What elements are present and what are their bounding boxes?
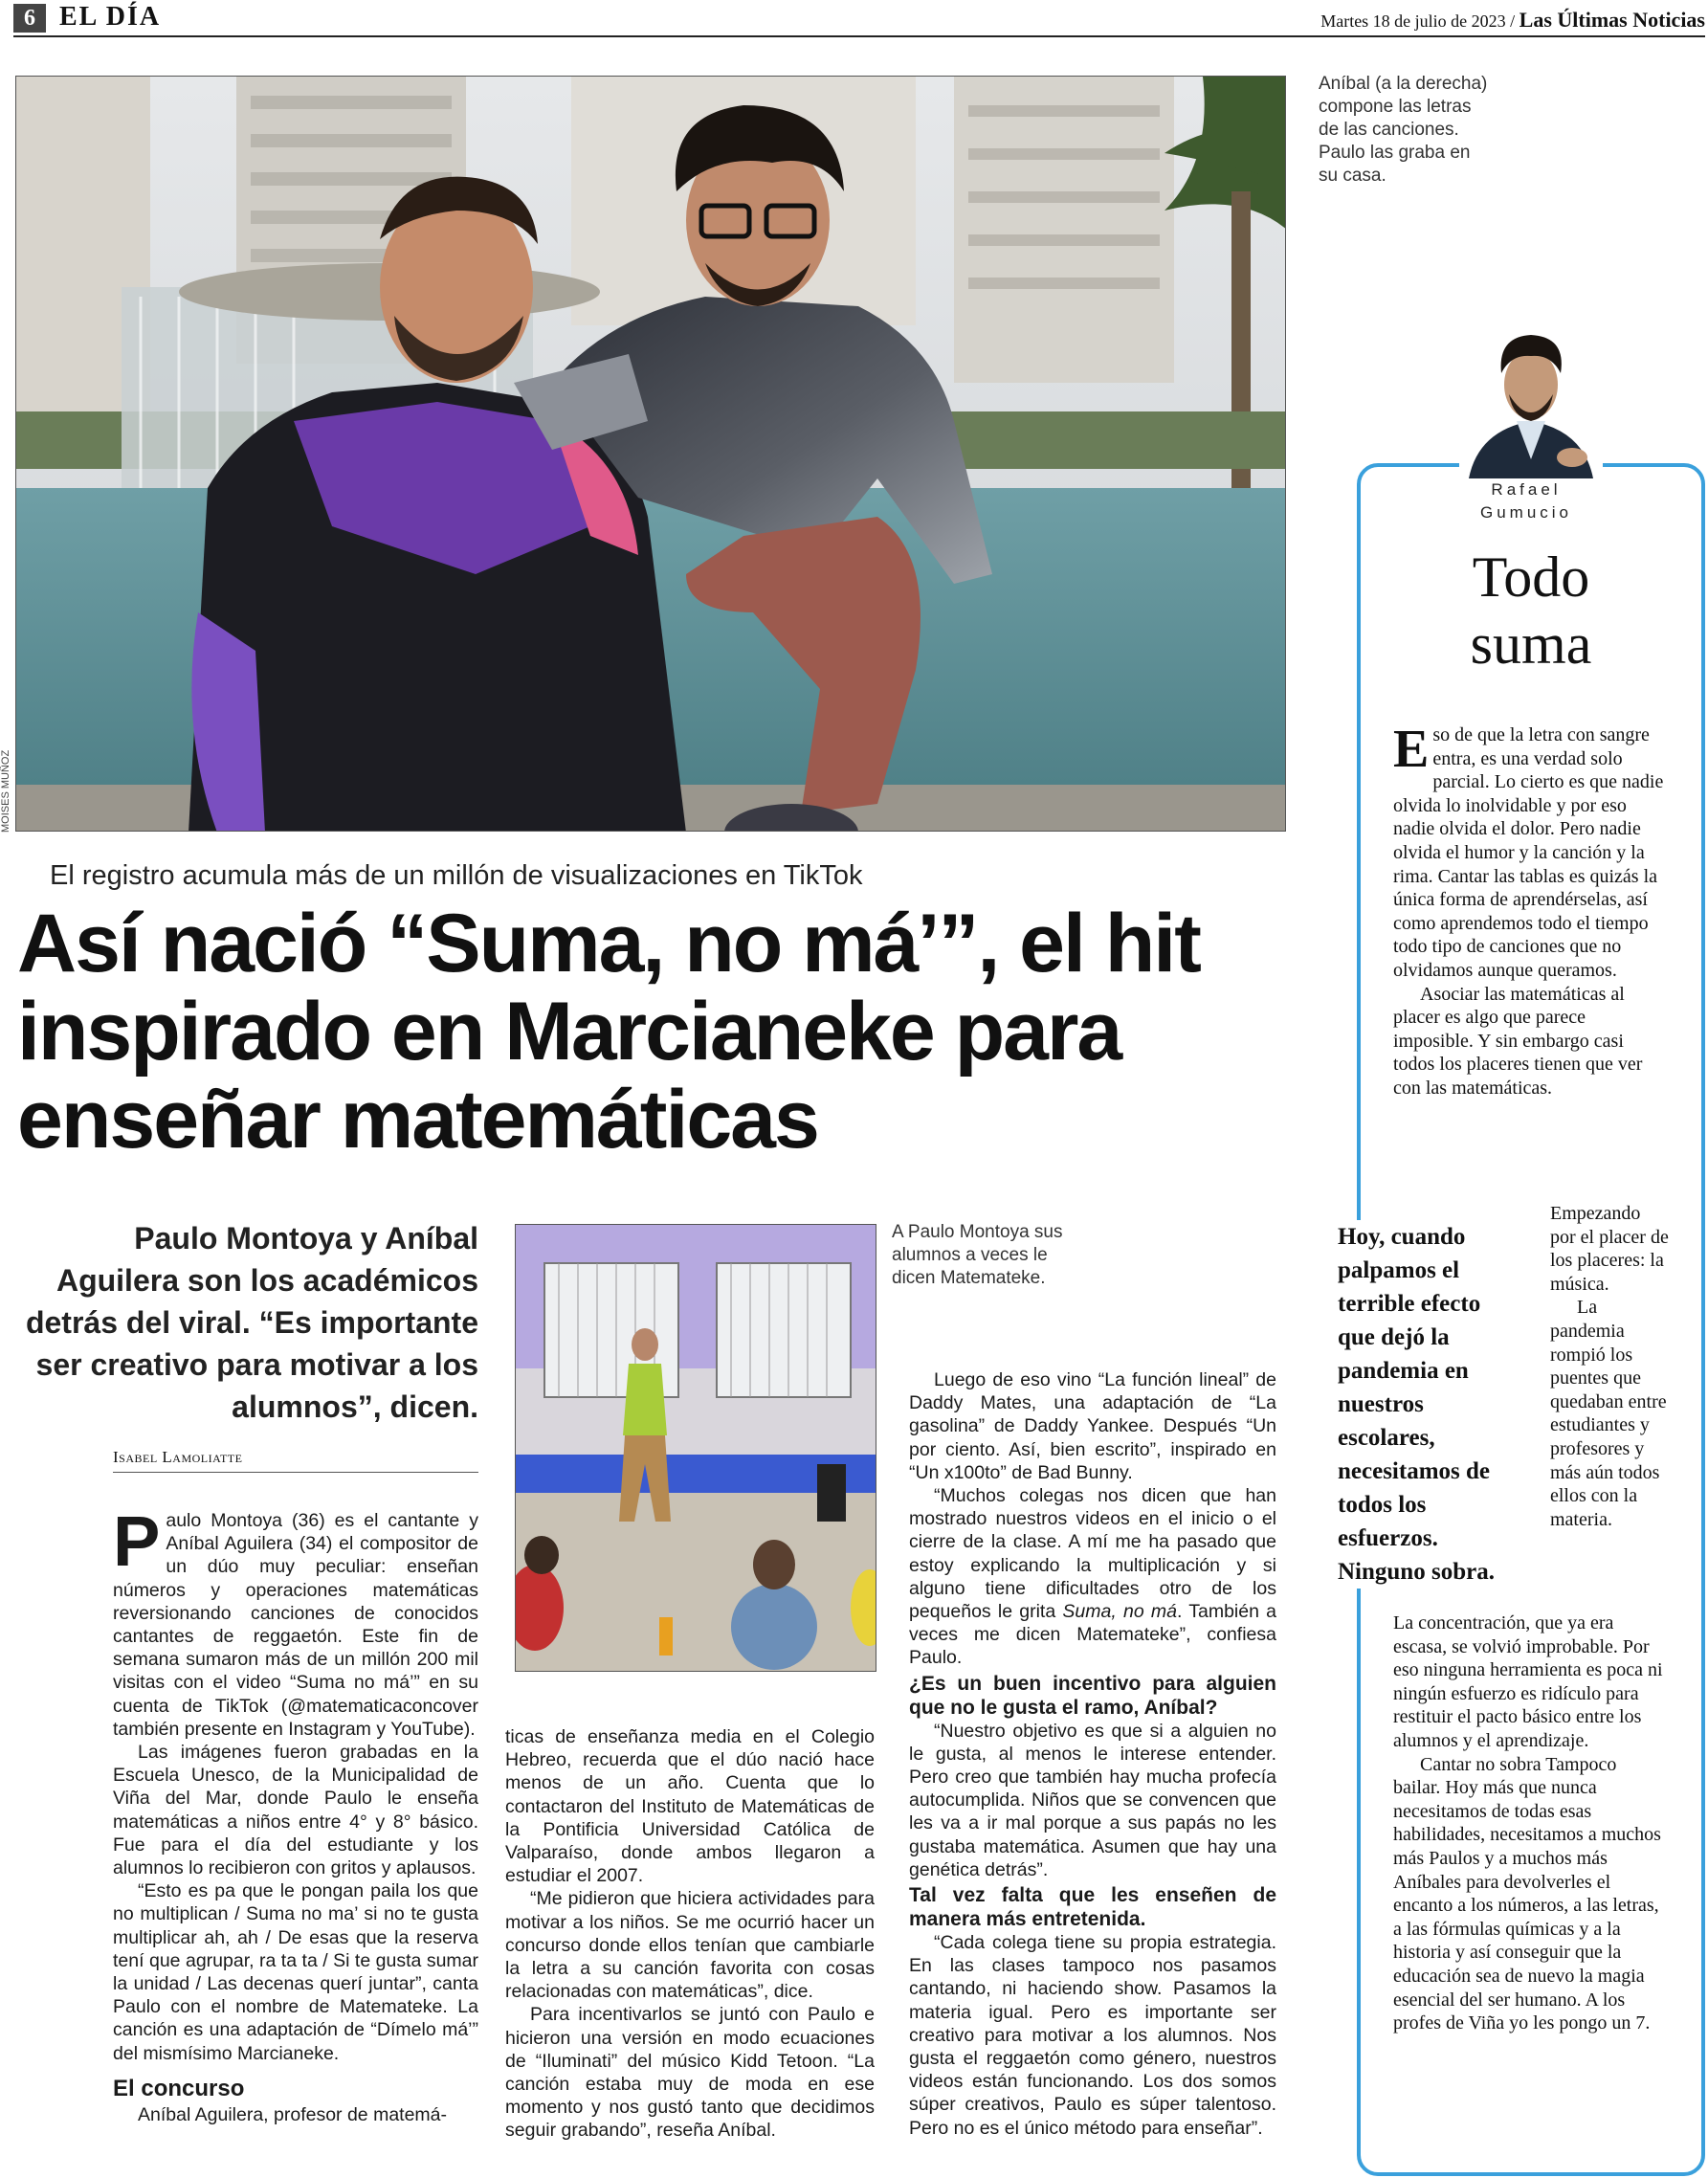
dateline [1320, 8, 1705, 33]
column-text-narrow [1550, 1202, 1669, 1531]
article-paragraph: “Muchos colegas nos dicen que han mostrado nuestros videos en el inicio o el cierre de la clase. A mí me ha pasado que estoy explicando la multiplicación y si alguno tiene dificultades otro de los pequeños le grita Suma, no má. También a veces me dicen Matemateke”, confiesa Paulo. [909, 1485, 1277, 1669]
article-column-1 [113, 1501, 478, 2126]
school-photo-caption: A Paulo Montoya sus alumnos a veces le dicen Matemateke. [892, 1222, 1063, 1288]
article-paragraph: “Esto es pa que le pongan paila los que no multiplican / Suma no ma’ si no te gusta multiplicar ah, ah / De esas que la reserva tení que agrupar, ra ta ta / Si te gusta sumar la unidad / Las decenas querí juntar”, canta Paulo con el nombre de Matemateke. La canción es una adaptación de “Dímelo má’” del mismísimo Marcianeke. [113, 1880, 478, 2064]
kicker: El registro acumula más de un millón de visualizaciones en TikTok [50, 860, 863, 891]
article-paragraph: “Nuestro objetivo es que si a alguien no le gusta, al menos le interese entender. Pero creo que también hay mucha profecía autocumplida. Niños que se convencen que les va a ir mal porque a sus papás no les gustaba matemática. Asumen que hay una genética detrás”. [909, 1720, 1276, 1880]
deck: Paulo Montoya y Aníbal Aguilera son los académicos detrás del viral. “Es importante ser creativo para motivar a los alumnos”, dicen. [25, 1221, 478, 1424]
column-author: Rafael Gumucio [1479, 480, 1573, 522]
article-paragraph: Aníbal Aguilera, profesor de matemá- [138, 2103, 448, 2125]
page-number: 6 [13, 4, 46, 33]
article-paragraph: Paulo Montoya (36) es el cantante y Aníbal Aguilera (34) el compositor de un dúo muy peculiar: enseñan números y operaciones matemáticas reversionando canciones de conocidos cantantes de reggaetón. Este fin de semana sumaron más de un millón 200 mil visitas con el video “Suma no má’” en su cuenta de TikTok (@matematicaconcover también presente en Instagram y YouTube). [113, 1501, 478, 1740]
school-photo-illustration [516, 1225, 876, 1672]
column-text-top [1393, 720, 1667, 1100]
article-column-3 [909, 1368, 1276, 2140]
interview-question: ¿Es un buen incentivo para alguien que no le gusta el ramo, Aníbal? [909, 1672, 1276, 1719]
article-paragraph: ticas de enseñanza media en el Colegio Hebreo, recuerda que el dúo nació hace menos de un año. Cuenta que lo contactaron del Instituto de Matemáticas de la Pontificia Universidad Católica de Valparaíso, donde ambos llegaron a estudiar el 2007. [505, 1726, 875, 1887]
newspaper-name: Las Últimas Noticias [1519, 8, 1705, 32]
subhead: El concurso [113, 2075, 245, 2101]
article-paragraph: Para incentivarlos se juntó con Paulo e hicieron una versión en modo ecuaciones de “Iluminati” del músico Kidd Tetoon. “La canción estaba muy de moda en ese momento y nos gustó tanto que decidimos seguir grabando”, reseña Aníbal. [505, 2004, 875, 2142]
article-paragraph: Las imágenes fueron grabadas en la Escuela Unesco, de la Municipalidad de Viña del Mar, donde Paulo le enseña matemáticas a niños entre 4° y 8° básico. Fue para el día del estudiante y los alumnos lo recibieron con gritos y aplausos. [113, 1742, 478, 1879]
article-paragraph: Luego de eso vino “La función lineal” de Daddy Mates, una adaptación de “La gasolina” de Daddy Yankee. Después “Un por ciento. Así, bien escrito”, inspirado en “Un x100to” de Bad Bunny. [909, 1369, 1276, 1483]
column-paragraph: La concentración, que ya era escasa, se volvió improbable. Por eso ninguna herramienta es poca ni ningún esfuerzo es ridículo para restituir el pacto básico entre los alumnos y el aprendizaje. [1393, 1612, 1663, 1751]
main-photo-caption: Aníbal (a la derecha) compone las letras de las canciones. Paulo las graba en su casa. [1319, 74, 1488, 186]
interview-question: Tal vez falta que les enseñen de manera más entretenida. [909, 1884, 1276, 1931]
column-paragraph: La pandemia rompió los puentes que quedaban entre estudiantes y profesores y más aún todos ellos con la materia. [1550, 1297, 1667, 1530]
column-paragraph: Empezando por el placer de los placeres: la música. [1550, 1203, 1669, 1295]
headline: Así nació “Suma, no má’”, el hit inspirado en Marcianeke para enseñar matemáticas [17, 898, 1200, 1166]
author-portrait [1459, 325, 1603, 478]
pull-quote: Hoy, cuando palpamos el terrible efecto que dejó la pandemia en nuestros escolares, necesitamos de todos los esfuerzos. Ninguno sobra. [1338, 1220, 1519, 1589]
column-paragraph: Eso de que la letra con sangre entra, es una verdad solo parcial. Lo cierto es que nadie olvida lo inolvidable y por eso nadie olvida el dolor. Pero nadie olvida el humor y la canción y la rima. Cantar las tablas es quizás la única forma de aprendérselas, así como aprendemos todo el tiempo todo tipo de canciones que no olvidamos aunque queramos. [1393, 720, 1664, 981]
byline: Isabel Lamoliatte [113, 1447, 478, 1473]
main-photo [15, 76, 1286, 832]
column-paragraph: Cantar no sobra Tampoco bailar. Hoy más que nunca necesitamos de todas esas habilidades, necesitamos a muchos más Paulos y a muchos más Aníbales para devolverles el encanto a los números, a las letras, a las fórmulas químicas y a la historia y así conseguir que la educación sea de nuevo la magia esencial del ser humano. A los profes de Viña yo les pongo un 7. [1393, 1753, 1661, 2034]
school-photo [515, 1224, 876, 1672]
page-header [13, 4, 1705, 33]
author-photo [1459, 325, 1603, 478]
column-text-bottom [1393, 1611, 1667, 2035]
drop-cap: E [1393, 720, 1430, 779]
section-title: EL DÍA [59, 2, 162, 32]
issue-date: Martes 18 de julio de 2023 / [1320, 11, 1516, 31]
main-photo-illustration [16, 77, 1286, 832]
photo-credit: MOISES MUÑOZ [0, 749, 11, 833]
column-paragraph: Asociar las matemáticas al placer es algo que parece imposible. Y sin embargo casi todos los placeres tienen que ver con las matemáticas. [1393, 983, 1643, 1099]
article-paragraph: “Cada colega tiene su propia estrategia. En las clases tampoco nos pasamos cantando, ni haciendo show. Pasamos la materia igual. Pero es importante ser creativo para motivar a los alumnos. Nos gusta el reggaetón como género, nuestros videos están funcionando. Los dos somos súper creativos, Paulo es súper talentoso. Pero no es el único método para enseñar”. [909, 1932, 1276, 2139]
article-paragraph: “Me pidieron que hiciera actividades para motivar a los niños. Se me ocurrió hacer un concurso donde ellos tenían que cambiarle la letra a su canción favorita con cosas relacionadas con matemáticas”, dice. [505, 1888, 875, 2003]
article-column-2 [505, 1725, 875, 2143]
drop-cap: P [113, 1501, 161, 1581]
header-rule [13, 35, 1705, 37]
column-title: Todo suma [1470, 545, 1592, 676]
